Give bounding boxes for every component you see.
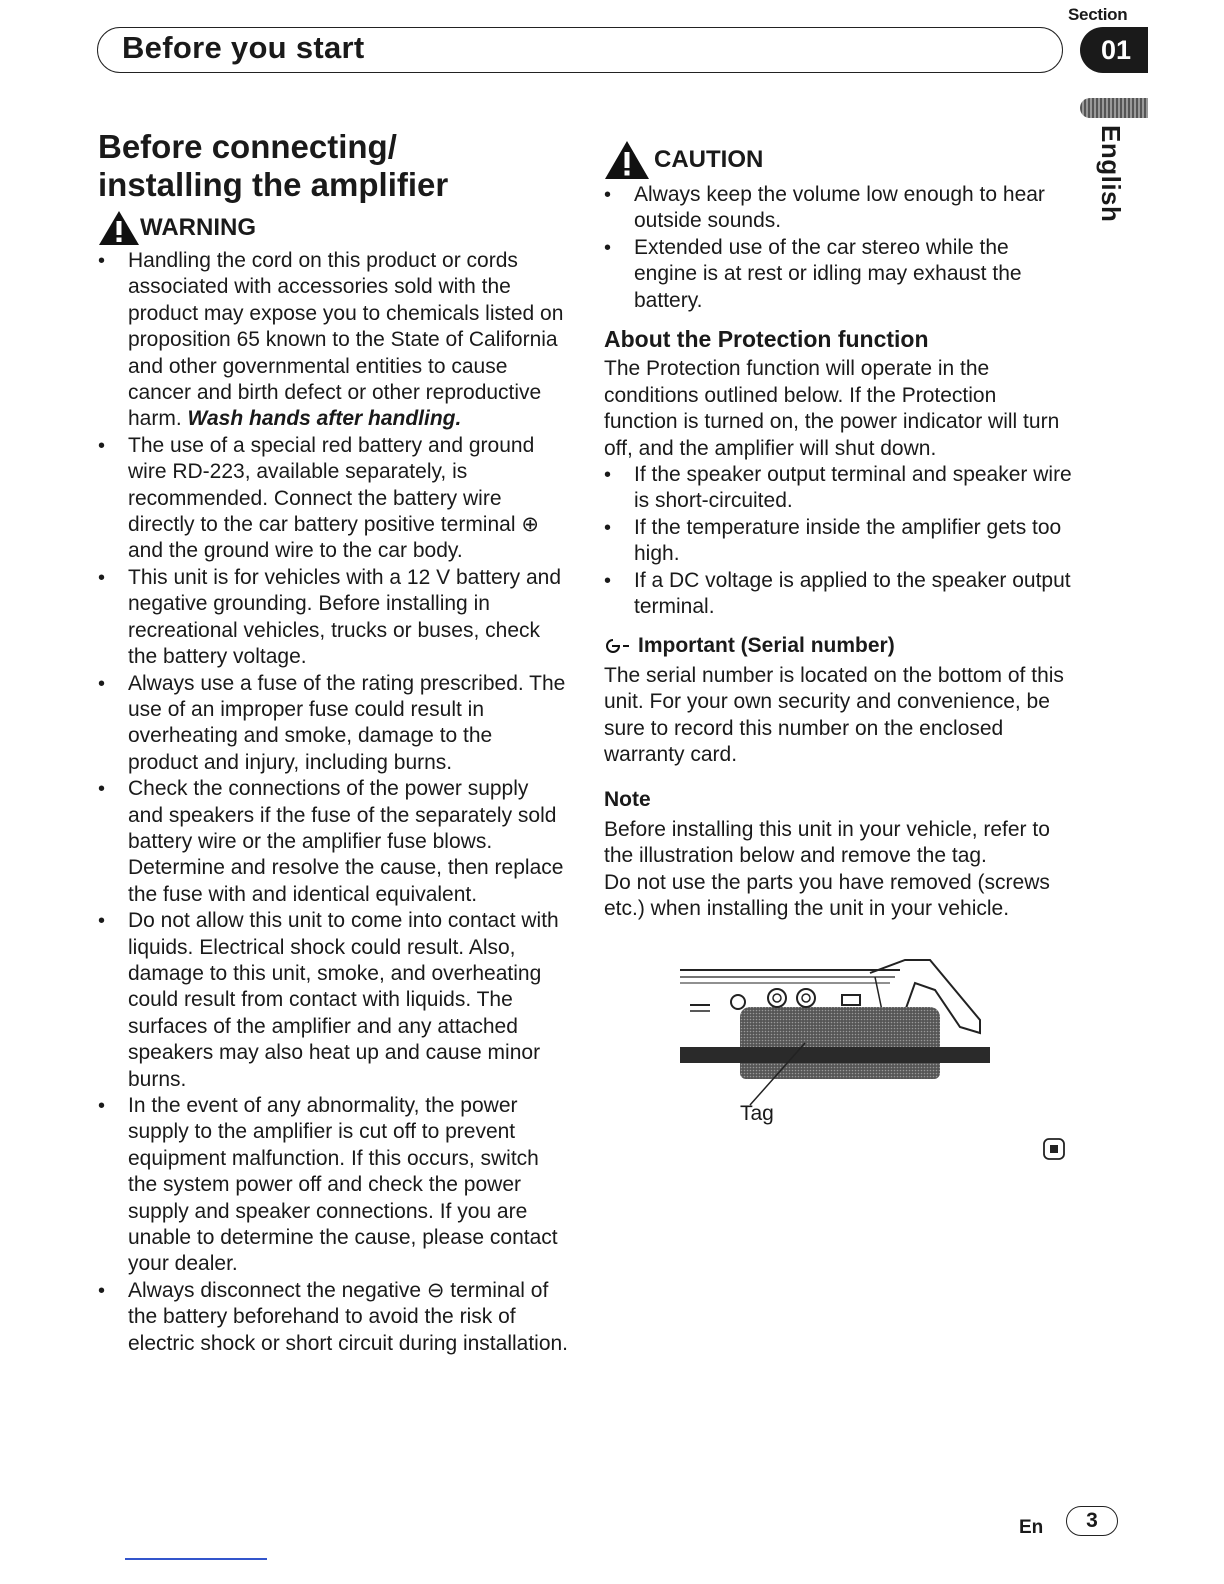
footer-language: En — [1019, 1517, 1044, 1538]
warning-item: • The use of a special red battery and ground wire RD-223, available separately, is recommended. Connect the battery wire directly to the car battery positive terminal ⊕ and the ground wire to the car body. — [98, 433, 568, 565]
section-heading-line2: installing the amplifier — [98, 166, 449, 203]
warning-item: • This unit is for vehicles with a 12 V battery and negative grounding. Before installing in recreational vehicles, trucks or buses, check the battery voltage. — [98, 565, 568, 671]
warning-item: • Always use a fuse of the rating prescribed. The use of an improper fuse could result in overheating and smoke, damage to the product and injury, including burns. — [98, 671, 568, 777]
protection-heading: About the Protection function — [604, 326, 929, 353]
section-number-badge: 01 — [1080, 27, 1148, 73]
warning-item: • In the event of any abnormality, the power supply to the amplifier is cut off to prevent equipment malfunction. If this occurs, switch the system power off and check the power supply and speaker connections. If you are unable to determine the cause, please contact your dealer. — [98, 1093, 568, 1278]
warning-heading — [98, 210, 568, 246]
important-icon — [604, 636, 634, 656]
caution-list — [604, 182, 1074, 314]
protection-item: • If a DC voltage is applied to the speaker output terminal. — [604, 568, 1074, 621]
right-column — [604, 140, 1074, 923]
warning-item-text: Handling the cord on this product or cords associated with accessories sold with the product may expose you to chemicals listed on proposition 65 known to the State of California and other governmental entities to cause cancer and birth defect or other reproductive harm. — [128, 249, 564, 431]
warning-heading-text: WARNING — [140, 213, 256, 241]
caution-item: • Extended use of the car stereo while the engine is at rest or idling may exhaust the battery. — [604, 235, 1074, 314]
warning-list — [98, 248, 568, 1357]
important-heading-text: Important (Serial number) — [638, 633, 895, 657]
section-label: Section — [1068, 5, 1128, 24]
language-tab-marker — [1080, 98, 1148, 118]
page-number: 3 — [1066, 1506, 1118, 1536]
bottom-rule — [125, 1558, 267, 1560]
warning-emphasis: Wash hands after handling. — [187, 407, 462, 431]
caution-item: • Always keep the volume low enough to hear outside sounds. — [604, 182, 1074, 235]
section-end-icon — [1043, 1138, 1065, 1160]
warning-item — [98, 248, 568, 433]
important-heading — [604, 633, 1074, 659]
note-paragraph: Before installing this unit in your vehicle, refer to the illustration below and remove the tag. — [604, 817, 1050, 868]
language-tab: English — [1096, 125, 1126, 223]
caution-heading — [604, 140, 1074, 180]
page-title: Before you start — [122, 30, 365, 65]
note-paragraph: Do not use the parts you have removed (screws etc.) when installing the unit in your vehicle. — [604, 870, 1050, 921]
caution-heading-text: CAUTION — [654, 145, 764, 173]
protection-intro: The Protection function will operate in the conditions outlined below. If the Protection function is turned on, the power indicator will turn off, and the amplifier will shut down. — [604, 357, 1060, 460]
protection-list — [604, 462, 1074, 620]
warning-triangle-icon — [98, 210, 140, 246]
section-heading-line1: Before connecting/ — [98, 128, 397, 165]
warning-item: • Always disconnect the negative ⊖ terminal of the battery beforehand to avoid the risk of electric shock or short circuit during installation. — [98, 1278, 568, 1357]
section-heading — [98, 128, 568, 204]
amplifier-tag-illustration — [680, 955, 990, 1130]
caution-triangle-icon — [604, 140, 650, 180]
protection-item: • If the temperature inside the amplifier gets too high. — [604, 515, 1074, 568]
figure-label: Tag — [740, 1102, 774, 1125]
note-heading: Note — [604, 787, 651, 811]
protection-item: • If the speaker output terminal and speaker wire is short-circuited. — [604, 462, 1074, 515]
important-text: The serial number is located on the bottom of this unit. For your own security and convenience, be sure to record this number on the enclosed warranty card. — [604, 663, 1064, 767]
warning-item: • Check the connections of the power supply and speakers if the fuse of the separately sold battery wire or the amplifier fuse blows. Determine and resolve the cause, then replace the fuse with and identical equivalent. — [98, 776, 568, 908]
left-column — [98, 128, 568, 1357]
warning-item: • Do not allow this unit to come into contact with liquids. Electrical shock could result. Also, damage to this unit, smoke, and overheating could result from contact with liquids. The surfaces of the amplifier and any attached speakers may also heat up and cause minor burns. — [98, 908, 568, 1093]
